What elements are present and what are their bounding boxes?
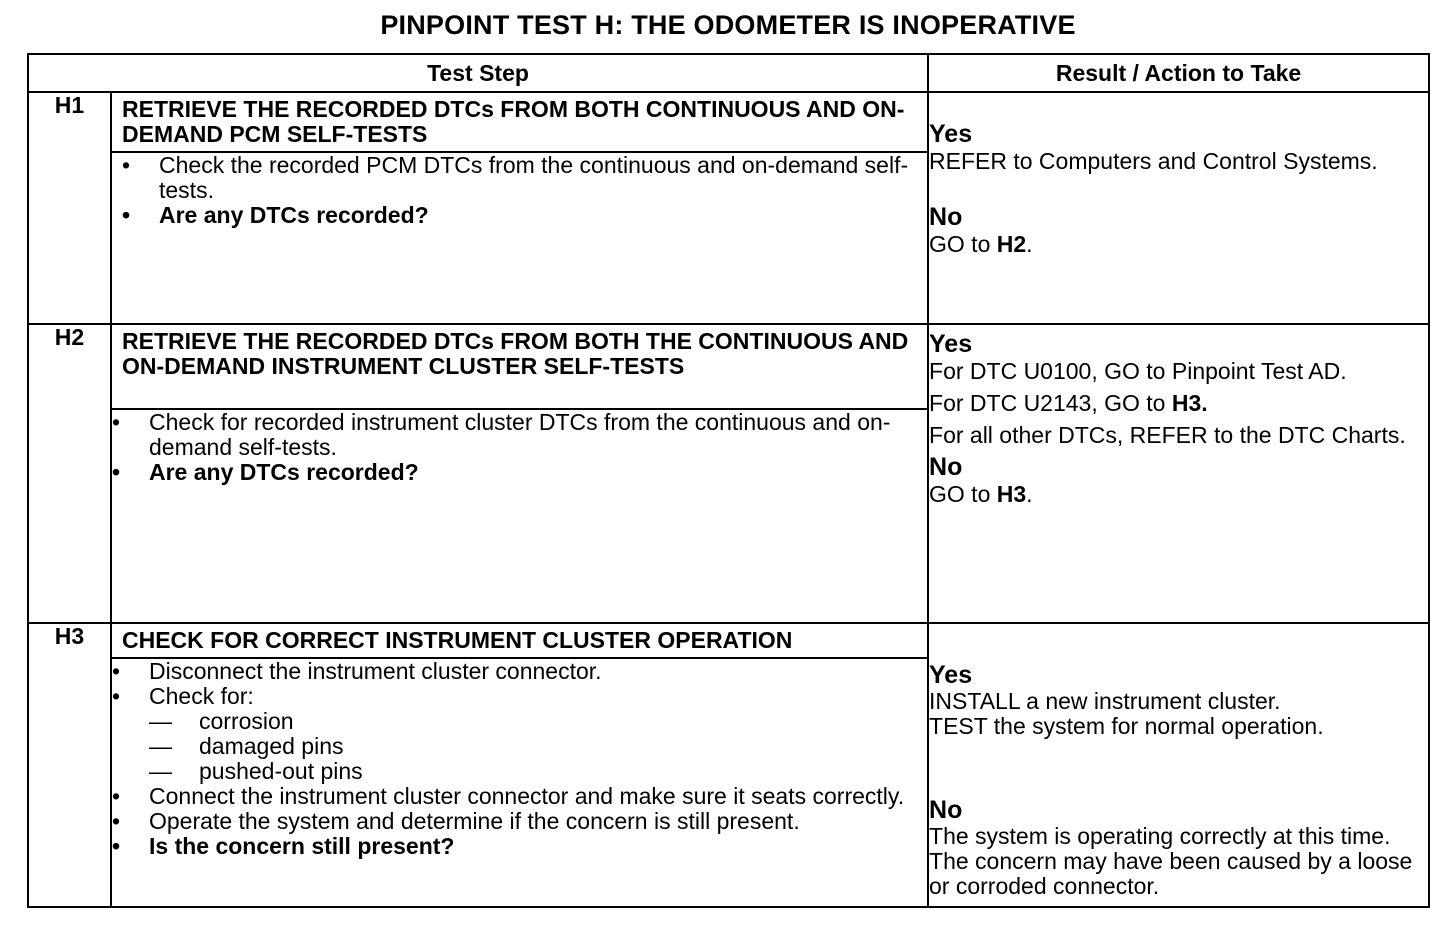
header-test-step: Test Step bbox=[28, 54, 928, 92]
bullet-item: • Check the recorded PCM DTCs from the continuous and on-demand self-tests. bbox=[122, 152, 909, 203]
yes-action-u2143: For DTC U2143, GO to H3. bbox=[929, 390, 1208, 416]
sub-item: — damaged pins bbox=[149, 733, 344, 759]
yes-action: REFER to Computers and Control Systems. bbox=[929, 148, 1378, 174]
step-id: H2 bbox=[28, 324, 111, 623]
no-action: The system is operating correctly at this time. The concern may have been caused by a loose or corroded connector. bbox=[929, 823, 1413, 899]
yes-action-other: For all other DTCs, REFER to the DTC Charts. bbox=[929, 422, 1406, 448]
bullet-item: • Disconnect the instrument cluster connector. bbox=[112, 658, 602, 684]
step-title: RETRIEVE THE RECORDED DTCs FROM BOTH CONTINUOUS AND ON-DEMAND PCM SELF-TESTS bbox=[111, 92, 928, 152]
yes-label: Yes bbox=[929, 330, 973, 358]
step-h1-title-row bbox=[28, 92, 1429, 152]
sub-item: — pushed-out pins bbox=[149, 758, 363, 784]
no-action: GO to H2. bbox=[929, 231, 1033, 257]
header-row bbox=[28, 54, 1429, 92]
no-action: GO to H3. bbox=[929, 481, 1033, 507]
bullet-item: • Connect the instrument cluster connector and make sure it seats correctly. bbox=[112, 783, 905, 809]
yes-label: Yes bbox=[929, 661, 973, 689]
no-label: No bbox=[929, 796, 963, 824]
bullet-question: • Are any DTCs recorded? bbox=[122, 202, 429, 228]
yes-action-install: INSTALL a new instrument cluster. bbox=[929, 688, 1281, 714]
step-id: H1 bbox=[28, 92, 111, 324]
step-h3-result bbox=[928, 623, 1429, 907]
step-h3-title-row bbox=[28, 623, 1429, 658]
no-label: No bbox=[929, 203, 963, 231]
sub-item: — corrosion bbox=[149, 708, 294, 734]
step-id: H3 bbox=[28, 623, 111, 907]
bullet-question: • Are any DTCs recorded? bbox=[112, 459, 419, 485]
step-body bbox=[111, 658, 928, 907]
page-title: PINPOINT TEST H: THE ODOMETER IS INOPERATIVE bbox=[380, 10, 1076, 40]
no-label: No bbox=[929, 453, 963, 481]
bullet-item: • Operate the system and determine if the concern is still present. bbox=[112, 808, 800, 834]
pinpoint-test-table bbox=[27, 53, 1430, 908]
step-title: CHECK FOR CORRECT INSTRUMENT CLUSTER OPERATION bbox=[111, 623, 928, 658]
bullet-question: • Is the concern still present? bbox=[112, 833, 455, 859]
step-h2-result bbox=[928, 324, 1429, 623]
yes-action-u0100: For DTC U0100, GO to Pinpoint Test AD. bbox=[929, 358, 1347, 384]
yes-label: Yes bbox=[929, 120, 973, 148]
bullet-item: • Check for: bbox=[112, 683, 254, 709]
header-result: Result / Action to Take bbox=[928, 54, 1429, 92]
step-body bbox=[111, 409, 928, 623]
bullet-item: • Check for recorded instrument cluster DTCs from the continuous and on-demand self-tests. bbox=[112, 409, 891, 460]
step-h1-result bbox=[928, 92, 1429, 324]
step-h2-title-row bbox=[28, 324, 1429, 409]
yes-action-test: TEST the system for normal operation. bbox=[929, 713, 1324, 739]
step-title: RETRIEVE THE RECORDED DTCs FROM BOTH THE CONTINUOUS AND ON-DEMAND INSTRUMENT CLUSTER SELF-TESTS bbox=[111, 324, 928, 409]
step-body bbox=[111, 152, 928, 324]
